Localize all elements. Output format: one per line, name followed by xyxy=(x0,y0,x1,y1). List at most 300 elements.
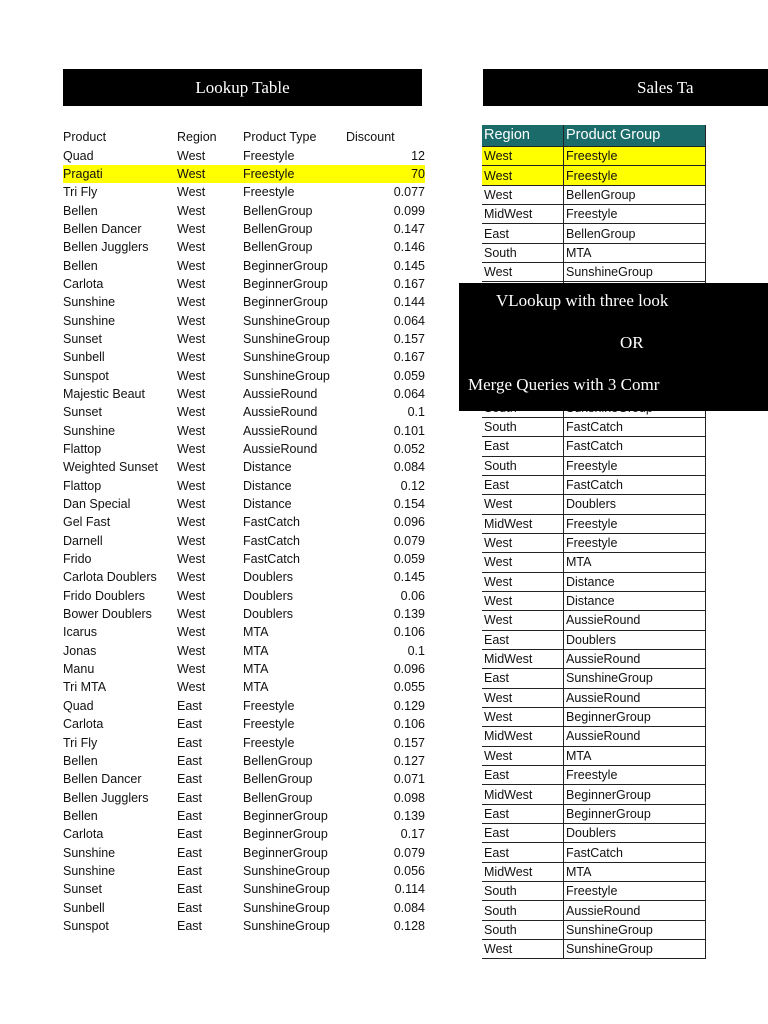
product-cell[interactable]: Sunshine xyxy=(63,313,116,328)
sales-table-row xyxy=(482,785,706,804)
product-type-cell[interactable]: MTA xyxy=(243,643,269,658)
sales-table-row xyxy=(482,475,706,494)
product-type-cell[interactable]: SunshineGroup xyxy=(243,331,330,346)
product-cell[interactable]: Darnell xyxy=(63,533,103,548)
product-type-cell[interactable]: BeginnerGroup xyxy=(243,808,328,823)
region-cell[interactable]: West xyxy=(177,350,206,365)
discount-cell[interactable]: 0.145 xyxy=(393,570,425,585)
region-cell[interactable]: West xyxy=(177,165,243,183)
region-cell[interactable]: West xyxy=(177,625,206,640)
region-cell[interactable]: South xyxy=(482,243,564,262)
product-type-cell[interactable]: BellenGroup xyxy=(243,240,313,255)
region-cell[interactable]: West xyxy=(177,295,206,310)
region-cell[interactable]: East xyxy=(482,630,564,649)
lookup-table-row xyxy=(63,348,425,366)
lookup-table-row xyxy=(63,880,425,898)
region-cell[interactable]: West xyxy=(177,221,206,236)
discount-cell[interactable]: 0.1 xyxy=(407,643,425,658)
product-type-cell[interactable]: BellenGroup xyxy=(243,790,313,805)
product-type-cell[interactable]: Freestyle xyxy=(243,185,295,200)
discount-cell[interactable]: 0.144 xyxy=(393,295,425,310)
product-group-cell[interactable]: SunshineGroup xyxy=(564,263,706,282)
discount-cell[interactable]: 0.145 xyxy=(393,258,425,273)
header-product-group[interactable]: Product Group xyxy=(564,125,706,147)
discount-cell[interactable]: 0.114 xyxy=(394,882,425,897)
discount-cell[interactable]: 0.084 xyxy=(393,900,425,915)
region-cell[interactable]: West xyxy=(177,588,206,603)
sales-table-row xyxy=(482,243,706,262)
product-group-cell[interactable]: FastCatch xyxy=(564,417,706,436)
product-type-cell[interactable]: Freestyle xyxy=(243,717,295,732)
discount-cell[interactable]: 0.071 xyxy=(393,772,425,787)
product-cell[interactable]: Sunset xyxy=(63,331,102,346)
region-cell[interactable]: East xyxy=(177,790,203,805)
discount-cell[interactable]: 0.139 xyxy=(393,607,425,622)
region-cell[interactable]: South xyxy=(482,417,564,436)
product-group-cell[interactable]: BeginnerGroup xyxy=(564,804,706,823)
discount-cell[interactable]: 0.052 xyxy=(393,442,425,457)
region-cell[interactable]: West xyxy=(482,707,564,726)
sales-table-title-banner xyxy=(483,69,768,106)
discount-cell[interactable]: 0.1 xyxy=(407,405,425,420)
discount-cell[interactable]: 0.06 xyxy=(400,588,425,603)
lookup-table-row xyxy=(63,843,425,861)
product-type-cell[interactable]: Freestyle xyxy=(243,735,295,750)
region-cell[interactable]: South xyxy=(482,920,564,939)
product-group-cell[interactable]: MTA xyxy=(564,862,706,881)
sales-table-row xyxy=(482,417,706,436)
region-cell[interactable]: West xyxy=(482,533,564,552)
product-group-cell[interactable]: AussieRound xyxy=(564,688,706,707)
product-group-cell[interactable]: BellenGroup xyxy=(564,224,706,243)
product-group-cell[interactable]: SunshineGroup xyxy=(564,940,706,959)
product-cell[interactable]: Carlota Doublers xyxy=(63,570,157,585)
product-group-cell[interactable]: BellenGroup xyxy=(564,185,706,204)
product-group-cell[interactable]: Freestyle xyxy=(564,766,706,785)
product-group-cell[interactable]: SunshineGroup xyxy=(564,920,706,939)
product-group-cell[interactable]: Freestyle xyxy=(564,456,706,475)
product-type-cell[interactable]: Freestyle xyxy=(243,165,343,183)
product-group-cell[interactable]: AussieRound xyxy=(564,611,706,630)
sales-table-row xyxy=(482,649,706,668)
product-cell[interactable]: Tri Fly xyxy=(63,735,98,750)
region-cell[interactable]: South xyxy=(482,456,564,475)
sales-table-row xyxy=(482,533,706,552)
region-cell[interactable]: West xyxy=(177,607,206,622)
product-group-cell[interactable]: Freestyle xyxy=(564,166,706,185)
region-cell[interactable]: West xyxy=(482,940,564,959)
discount-cell[interactable]: 0.17 xyxy=(400,827,425,842)
product-cell[interactable]: Icarus xyxy=(63,625,98,640)
sales-table-row xyxy=(482,804,706,823)
region-cell[interactable]: MidWest xyxy=(482,205,564,224)
product-cell[interactable]: Bellen Dancer xyxy=(63,221,142,236)
product-group-cell[interactable]: Doublers xyxy=(564,495,706,514)
discount-cell[interactable]: 0.064 xyxy=(393,386,425,401)
product-group-cell[interactable]: SunshineGroup xyxy=(564,669,706,688)
sales-table-row xyxy=(482,611,706,630)
discount-cell[interactable]: 0.12 xyxy=(400,478,425,493)
lookup-table-row xyxy=(63,477,425,495)
region-cell[interactable]: East xyxy=(482,475,564,494)
lookup-table-row xyxy=(63,165,425,183)
region-cell[interactable]: East xyxy=(177,698,203,713)
discount-cell[interactable]: 0.106 xyxy=(393,625,425,640)
product-cell[interactable]: Frido Doublers xyxy=(63,588,145,603)
discount-cell[interactable]: 0.127 xyxy=(393,753,425,768)
lookup-table-row xyxy=(63,568,425,586)
product-type-cell[interactable]: SunshineGroup xyxy=(243,863,330,878)
sales-table-row xyxy=(482,456,706,475)
product-group-cell[interactable]: AussieRound xyxy=(564,901,706,920)
discount-cell[interactable]: 0.139 xyxy=(393,808,425,823)
region-cell[interactable]: South xyxy=(482,882,564,901)
product-cell[interactable]: Sunset xyxy=(63,882,102,897)
region-cell[interactable]: West xyxy=(482,263,564,282)
product-type-cell[interactable]: Freestyle xyxy=(243,698,295,713)
product-cell[interactable]: Bellen Dancer xyxy=(63,772,142,787)
region-cell[interactable]: West xyxy=(177,405,206,420)
product-type-cell[interactable]: Doublers xyxy=(243,570,294,585)
region-cell[interactable]: East xyxy=(177,918,203,933)
product-group-cell[interactable]: Doublers xyxy=(564,824,706,843)
region-cell[interactable]: West xyxy=(177,442,206,457)
product-cell[interactable]: Weighted Sunset xyxy=(63,460,158,475)
region-cell[interactable]: West xyxy=(177,240,206,255)
header-region[interactable]: Region xyxy=(482,125,564,147)
discount-cell[interactable]: 0.167 xyxy=(393,350,425,365)
product-type-cell[interactable]: BellenGroup xyxy=(243,221,313,236)
discount-cell[interactable]: 0.059 xyxy=(393,368,425,383)
region-cell[interactable]: West xyxy=(482,166,564,185)
sales-table-row xyxy=(482,862,706,881)
region-cell[interactable]: West xyxy=(177,258,206,273)
region-cell[interactable]: West xyxy=(177,148,206,163)
region-cell[interactable]: West xyxy=(177,313,206,328)
region-cell[interactable]: East xyxy=(177,863,203,878)
product-type-cell[interactable]: SunshineGroup xyxy=(243,350,330,365)
product-cell[interactable]: Tri MTA xyxy=(63,680,107,695)
header-product-type[interactable]: Product Type xyxy=(243,130,317,145)
region-cell[interactable]: West xyxy=(177,368,206,383)
region-cell[interactable]: West xyxy=(177,533,206,548)
discount-cell[interactable]: 0.064 xyxy=(393,313,425,328)
region-cell[interactable]: West xyxy=(177,423,206,438)
discount-cell[interactable]: 0.154 xyxy=(393,497,425,512)
product-cell[interactable]: Quad xyxy=(63,698,94,713)
region-cell[interactable]: West xyxy=(482,746,564,765)
product-group-cell[interactable]: MTA xyxy=(564,746,706,765)
product-cell[interactable]: Manu xyxy=(63,662,95,677)
lookup-table-row xyxy=(63,458,425,476)
region-cell[interactable]: East xyxy=(177,827,203,842)
region-cell[interactable]: West xyxy=(177,515,206,530)
product-group-cell[interactable]: Freestyle xyxy=(564,882,706,901)
product-cell[interactable]: Carlota xyxy=(63,717,104,732)
lookup-table-row xyxy=(63,422,425,440)
product-cell[interactable]: Sunspot xyxy=(63,368,109,383)
product-cell[interactable]: Flattop xyxy=(63,442,102,457)
region-cell[interactable]: West xyxy=(177,643,206,658)
product-group-cell[interactable]: FastCatch xyxy=(564,437,706,456)
region-cell[interactable]: West xyxy=(482,572,564,591)
callout-line-merge-queries: Merge Queries with 3 Comr xyxy=(468,375,660,394)
product-cell[interactable]: Sunshine xyxy=(63,295,116,310)
product-group-cell[interactable]: MTA xyxy=(564,553,706,572)
region-cell[interactable]: MidWest xyxy=(482,785,564,804)
lookup-table-row xyxy=(63,788,425,806)
product-cell[interactable]: Frido xyxy=(63,552,92,567)
region-cell[interactable]: East xyxy=(482,843,564,862)
product-group-cell[interactable]: Doublers xyxy=(564,630,706,649)
lookup-table-row xyxy=(63,183,425,201)
callout-line-or: OR xyxy=(620,333,644,352)
region-cell[interactable]: East xyxy=(177,845,203,860)
lookup-table-row xyxy=(63,495,425,513)
product-group-cell[interactable]: MTA xyxy=(564,243,706,262)
product-type-cell[interactable]: BeginnerGroup xyxy=(243,295,328,310)
lookup-table-row xyxy=(63,733,425,751)
sales-table-row xyxy=(482,882,706,901)
region-cell[interactable]: MidWest xyxy=(482,649,564,668)
region-cell[interactable]: West xyxy=(177,203,206,218)
product-group-cell[interactable]: Freestyle xyxy=(564,533,706,552)
product-cell[interactable]: Sunbell xyxy=(63,350,105,365)
sales-table-row xyxy=(482,688,706,707)
region-cell[interactable]: West xyxy=(482,147,564,166)
discount-cell[interactable]: 0.096 xyxy=(393,662,425,677)
lookup-table-row xyxy=(63,385,425,403)
product-type-cell[interactable]: BellenGroup xyxy=(243,753,313,768)
region-cell[interactable]: East xyxy=(177,882,203,897)
region-cell[interactable]: MidWest xyxy=(482,862,564,881)
discount-cell[interactable]: 12 xyxy=(411,148,425,163)
discount-cell[interactable]: 0.129 xyxy=(393,698,425,713)
product-cell[interactable]: Majestic Beaut xyxy=(63,386,145,401)
lookup-table-row xyxy=(63,770,425,788)
product-type-cell[interactable]: Distance xyxy=(243,497,292,512)
product-group-cell[interactable]: Freestyle xyxy=(564,514,706,533)
product-cell[interactable]: Bellen xyxy=(63,203,98,218)
product-group-cell[interactable]: FastCatch xyxy=(564,843,706,862)
lookup-table-row xyxy=(63,825,425,843)
header-discount[interactable]: Discount xyxy=(346,130,395,145)
callout-box xyxy=(459,283,768,411)
sales-table-row xyxy=(482,727,706,746)
region-cell[interactable]: East xyxy=(482,669,564,688)
region-cell[interactable]: West xyxy=(177,276,206,291)
sales-table-row xyxy=(482,514,706,533)
region-cell[interactable]: East xyxy=(177,772,203,787)
region-cell[interactable]: East xyxy=(177,808,203,823)
header-product[interactable]: Product xyxy=(63,130,107,145)
product-type-cell[interactable]: SunshineGroup xyxy=(243,900,330,915)
discount-cell[interactable]: 0.055 xyxy=(393,680,425,695)
product-type-cell[interactable]: Distance xyxy=(243,460,292,475)
discount-cell[interactable]: 0.056 xyxy=(393,863,425,878)
product-type-cell[interactable]: SunshineGroup xyxy=(243,368,330,383)
region-cell[interactable]: East xyxy=(482,804,564,823)
product-type-cell[interactable]: FastCatch xyxy=(243,515,300,530)
product-type-cell[interactable]: BeginnerGroup xyxy=(243,258,328,273)
lookup-table-row xyxy=(63,642,425,660)
product-type-cell[interactable]: SunshineGroup xyxy=(243,882,330,897)
region-cell[interactable]: West xyxy=(482,591,564,610)
region-cell[interactable]: West xyxy=(482,553,564,572)
sales-table-body xyxy=(482,147,706,959)
discount-cell[interactable]: 0.106 xyxy=(393,717,425,732)
region-cell[interactable]: West xyxy=(482,688,564,707)
sales-table-row xyxy=(482,920,706,939)
product-type-cell[interactable]: BeginnerGroup xyxy=(243,827,328,842)
discount-cell[interactable]: 0.079 xyxy=(393,533,425,548)
region-cell[interactable]: West xyxy=(482,611,564,630)
product-type-cell[interactable]: Doublers xyxy=(243,588,294,603)
region-cell[interactable]: East xyxy=(177,735,203,750)
product-group-cell[interactable]: FastCatch xyxy=(564,475,706,494)
region-cell[interactable]: West xyxy=(177,552,206,567)
product-type-cell[interactable]: BeginnerGroup xyxy=(243,845,328,860)
lookup-table-row xyxy=(63,513,425,531)
product-group-cell[interactable]: BeginnerGroup xyxy=(564,785,706,804)
discount-cell[interactable]: 0.167 xyxy=(393,276,425,291)
region-cell[interactable]: East xyxy=(482,824,564,843)
product-cell[interactable]: Bellen xyxy=(63,753,98,768)
lookup-table-row xyxy=(63,238,425,256)
sales-table-row xyxy=(482,901,706,920)
product-cell[interactable]: Sunbell xyxy=(63,900,105,915)
lookup-table-row xyxy=(63,587,425,605)
product-cell[interactable]: Sunspot xyxy=(63,918,109,933)
discount-cell[interactable]: 0.059 xyxy=(393,552,425,567)
region-cell[interactable]: West xyxy=(177,662,206,677)
discount-cell[interactable]: 0.077 xyxy=(393,185,425,200)
discount-cell[interactable]: 0.084 xyxy=(393,460,425,475)
product-cell[interactable]: Quad xyxy=(63,148,94,163)
product-cell[interactable]: Bellen xyxy=(63,808,98,823)
product-cell[interactable]: Sunshine xyxy=(63,423,116,438)
product-cell[interactable]: Flattop xyxy=(63,478,102,493)
region-cell[interactable]: MidWest xyxy=(482,727,564,746)
discount-cell[interactable]: 0.128 xyxy=(393,918,425,933)
product-cell[interactable]: Bellen Jugglers xyxy=(63,240,149,255)
product-type-cell[interactable]: BeginnerGroup xyxy=(243,276,328,291)
product-type-cell[interactable]: SunshineGroup xyxy=(243,918,330,933)
product-type-cell[interactable]: BellenGroup xyxy=(243,772,313,787)
product-type-cell[interactable]: AussieRound xyxy=(243,423,318,438)
sales-table-row xyxy=(482,591,706,610)
product-group-cell[interactable]: Freestyle xyxy=(564,205,706,224)
discount-cell[interactable]: 0.147 xyxy=(393,221,425,236)
product-group-cell[interactable]: AussieRound xyxy=(564,649,706,668)
region-cell[interactable]: West xyxy=(177,570,206,585)
discount-cell[interactable]: 0.101 xyxy=(393,423,425,438)
product-type-cell[interactable]: AussieRound xyxy=(243,405,318,420)
header-region[interactable]: Region xyxy=(177,130,217,145)
discount-cell[interactable]: 0.099 xyxy=(393,203,425,218)
region-cell[interactable]: West xyxy=(482,495,564,514)
product-cell[interactable]: Carlota xyxy=(63,276,104,291)
product-type-cell[interactable]: AussieRound xyxy=(243,442,318,457)
discount-cell[interactable]: 0.096 xyxy=(393,515,425,530)
region-cell[interactable]: MidWest xyxy=(482,514,564,533)
product-type-cell[interactable]: BellenGroup xyxy=(243,203,313,218)
lookup-table-row xyxy=(63,898,425,916)
lookup-table-row xyxy=(63,917,425,935)
product-cell[interactable]: Jonas xyxy=(63,643,97,658)
product-cell[interactable]: Dan Special xyxy=(63,497,131,512)
discount-cell[interactable]: 0.146 xyxy=(393,240,425,255)
product-cell[interactable]: Sunset xyxy=(63,405,102,420)
product-cell[interactable]: Sunshine xyxy=(63,863,116,878)
product-type-cell[interactable]: MTA xyxy=(243,680,269,695)
product-group-cell[interactable]: Freestyle xyxy=(564,147,706,166)
discount-cell[interactable]: 0.157 xyxy=(393,331,425,346)
product-cell[interactable]: Gel Fast xyxy=(63,515,111,530)
product-cell[interactable]: Pragati xyxy=(63,165,177,183)
region-cell[interactable]: West xyxy=(177,460,206,475)
product-group-cell[interactable]: AussieRound xyxy=(564,727,706,746)
product-type-cell[interactable]: Freestyle xyxy=(243,148,295,163)
region-cell[interactable]: West xyxy=(177,386,206,401)
region-cell[interactable]: West xyxy=(177,331,206,346)
product-type-cell[interactable]: Doublers xyxy=(243,607,294,622)
product-cell[interactable]: Sunshine xyxy=(63,845,116,860)
region-cell[interactable]: East xyxy=(482,437,564,456)
sales-table-row xyxy=(482,147,706,166)
region-cell[interactable]: West xyxy=(177,478,206,493)
product-group-cell[interactable]: Distance xyxy=(564,572,706,591)
region-cell[interactable]: West xyxy=(177,680,206,695)
product-type-cell[interactable]: FastCatch xyxy=(243,533,300,548)
region-cell[interactable]: West xyxy=(177,497,206,512)
lookup-table-row xyxy=(63,275,425,293)
product-type-cell[interactable]: SunshineGroup xyxy=(243,313,330,328)
product-cell[interactable]: Carlota xyxy=(63,827,104,842)
product-cell[interactable]: Bellen xyxy=(63,258,98,273)
region-cell[interactable]: South xyxy=(482,901,564,920)
product-type-cell[interactable]: AussieRound xyxy=(243,386,318,401)
lookup-header-row xyxy=(63,128,425,146)
region-cell[interactable]: West xyxy=(177,185,206,200)
product-type-cell[interactable]: MTA xyxy=(243,662,269,677)
region-cell[interactable]: East xyxy=(177,753,203,768)
region-cell[interactable]: East xyxy=(177,900,203,915)
lookup-table-row xyxy=(63,715,425,733)
product-cell[interactable]: Bower Doublers xyxy=(63,607,152,622)
sales-table-row xyxy=(482,553,706,572)
product-cell[interactable]: Tri Fly xyxy=(63,185,98,200)
product-type-cell[interactable]: MTA xyxy=(243,625,269,640)
lookup-table-row xyxy=(63,678,425,696)
discount-cell[interactable]: 70 xyxy=(343,165,425,183)
region-cell[interactable]: West xyxy=(482,185,564,204)
product-cell[interactable]: Bellen Jugglers xyxy=(63,790,149,805)
region-cell[interactable]: East xyxy=(177,717,203,732)
product-group-cell[interactable]: Distance xyxy=(564,591,706,610)
discount-cell[interactable]: 0.098 xyxy=(393,790,425,805)
region-cell[interactable]: East xyxy=(482,766,564,785)
lookup-table-row xyxy=(63,440,425,458)
product-group-cell[interactable]: BeginnerGroup xyxy=(564,707,706,726)
sales-table-row xyxy=(482,746,706,765)
product-type-cell[interactable]: FastCatch xyxy=(243,552,300,567)
region-cell[interactable]: East xyxy=(482,224,564,243)
product-type-cell[interactable]: Distance xyxy=(243,478,292,493)
discount-cell[interactable]: 0.157 xyxy=(393,735,425,750)
discount-cell[interactable]: 0.079 xyxy=(393,845,425,860)
sales-table-row xyxy=(482,224,706,243)
